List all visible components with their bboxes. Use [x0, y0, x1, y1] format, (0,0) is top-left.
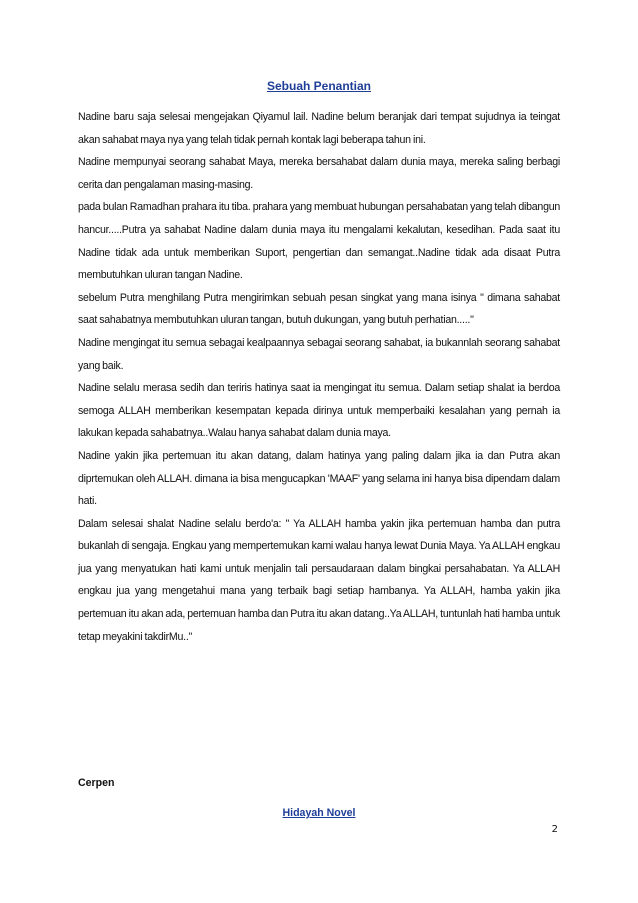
paragraph: Nadine mempunyai seorang sahabat Maya, mereka bersahabat dalam dunia maya, mereka saling berbagi cerita dan pengalaman masing-masing.: [78, 156, 560, 191]
paragraph: Nadine baru saja selesai mengejakan Qiyamul lail. Nadine belum beranjak dari tempat sujudnya ia teingat akan sahabat maya nya yang telah tidak pernah kontak lagi beberapa tahun ini.: [78, 111, 560, 146]
document-body: [78, 106, 560, 648]
page-number: 2: [551, 824, 558, 835]
paragraph: Nadine yakin jika pertemuan itu akan datang, dalam hatinya yang paling dalam jika ia dan Putra akan diprtemukan oleh ALLAH. dimana ia bisa mengucapkan 'MAAF' yang selama ini hanya bisa dipendam dalam hati.: [78, 449, 560, 508]
category-label: Cerpen: [78, 777, 115, 789]
paragraph: pada bulan Ramadhan prahara itu tiba. prahara yang membuat hubungan persahabatan yang telah dibangun hancur.....Putra ya sahabat Nadine dalam dunia maya itu mengalami kekalutan, kesedihan. Pada saat itu Nadine tidak ada untuk memberikan Suport, pengertian dan semangat..Nadine tidak ada disaat Putra membutuhkan uluran tangan Nadine.: [78, 201, 560, 282]
paragraph: sebelum Putra menghilang Putra mengirimkan sebuah pesan singkat yang mana isinya " dimana sahabat saat sahabatnya membutuhkan uluran tangan, butuh dukungan, yang butuh perhatian.....": [78, 291, 560, 327]
paragraph: Nadine selalu merasa sedih dan teriris hatinya saat ia mengingat itu semua. Dalam setiap shalat ia berdoa semoga ALLAH memberikan kesempatan kepada dirinya untuk memperbaiki kesalahan yang pernah ia lakukan kepada sahabatnya..Walau hanya sahabat dalam dunia maya.: [78, 382, 560, 440]
paragraph: Nadine mengingat itu semua sebagai kealpaannya sebagai seorang sahabat, ia bukannlah seorang sahabat yang baik.: [78, 336, 560, 372]
document-title: Sebuah Penantian: [266, 79, 372, 93]
paragraph: Dalam selesai shalat Nadine selalu berdo'a: " Ya ALLAH hamba yakin jika pertemuan hamba dan putra bukanlah di sengaja. Engkau yang mempertemukan kami walau hanya lewat Dunia Maya. Ya ALLAH engkau jua yang menyatukan hati kami untuk menjalin tali persaudaraan dalam bingkai persahabatan. Ya ALLAH engkau jua yang mengetahui mana yang terbaik bagi setiap hambanya. Ya ALLAH, hamba yakin jika pertemuan itu akan ada, pertemuan hamba dan Putra itu akan datang..Ya ALLAH, tuntunlah hati hamba untuk tetap meyakini takdirMu..": [78, 517, 560, 643]
footer-link[interactable]: Hidayah Novel: [282, 807, 356, 819]
